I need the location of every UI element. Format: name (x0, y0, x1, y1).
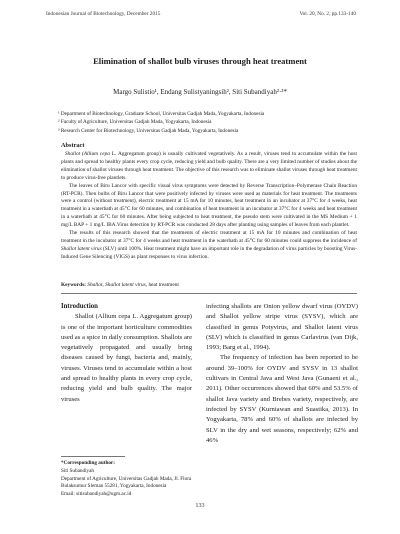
correspondence-label: *Corresponding author: (61, 460, 115, 466)
affiliation-2: ² Faculty of Agriculture, Universitas Gadjah Mada, Yogyakarta, Indonesia (58, 119, 212, 126)
correspondence (61, 460, 192, 499)
footnote-divider (61, 456, 125, 457)
abstract-body (61, 151, 357, 262)
divider (61, 293, 357, 294)
affiliations (58, 110, 360, 135)
running-header (46, 11, 356, 17)
abstract-paragraph-2: The leaves of Biru Lancor with specific visual virus symptoms were detected by Reverse Transcription–Polymerase Chain Reaction (RT-PCR). Then bulbs of Biru Lancor that were positively infected by viruses were used as materials for heat treatment. The treatments were a control (without treatment), electric treatment at 15 mA for 10 minutes, heat treatment in an incubator at 37°C for 4 weeks, heat treatment in a waterbath at 45°C for 60 minutes, and combination of heat treatment in an incubator at 37°C for 4 weeks and heat treatment in a waterbath at 45°C for 60 minutes. After being subjected to heat treatment, the pseudo stem were cultivated in the MS Medium + 1 mg/L BAP + 1 mg/L IBA.Virus detection by RT-PCR was conducted 28 days after planting using samples of leaves from each plantlet. (61, 182, 357, 229)
correspondence-name: Siti Subandiyah (61, 467, 94, 474)
affiliation-3: ³ Research Center for Biotechnology, Universitas Gadjah Mada, Yogyakarta, Indonesia (58, 127, 239, 134)
keywords-label: Keywords: (61, 282, 86, 288)
correspondence-email: Email: sitisubandiyah@ugm.ac.id (61, 491, 132, 498)
article-title: Elimination of shallot bulb viruses through heat treatment (93, 56, 307, 66)
volume-info: Vol. 20, No. 2, pp.133-140 (299, 11, 356, 17)
abstract-paragraph-1: Shallot (Allium cepa L. Aggregatum group) is usually cultivated vegetatively. As a result, viruses tend to accumulate within the host plants and spread to healthy plants every crop cycle, reducing yield and bulb quality. There are a very limited number of studies about the elimination of shallot viruses through heat treatment. The objective of this research was to eliminate shallot viruses through heat treatment to produce virus-free plantlets. (61, 151, 357, 181)
right-column (206, 302, 358, 446)
author-list: Margo Sulistio¹, Endang Sulistyaningsih², Siti Subandiyah²·³* (113, 88, 287, 96)
page-number: 133 (195, 502, 205, 509)
right-paragraph-1: infecting shallots are Onion yellow dwarf virus (OYDV) and Shallot yellow stripe virus (SYSV), which are classified in genus Potyvirus, and Shallot latent virus (SLV) which is classified in genus Carlavirus (van Dijk, 1993; Barg et al., 1994). (206, 303, 358, 352)
correspondence-address: Department of Agriculture, Universitas Gadjah Mada, Jl. Flora Bulaksumur Sleman 55281, Yogyakarta, Indonesia (61, 475, 192, 490)
keywords (61, 282, 357, 288)
affiliation-1: ¹ Department of Biotechnology, Graduate School, Universitas Gadjah Mada, Yogyakarta, Indonesia (58, 111, 265, 117)
keywords-items: Shallot, Shallot latent virus (87, 282, 146, 288)
keywords-tail: , heat treatment (145, 282, 179, 288)
right-paragraph-2: The frequency of infection has been reported to be around 39–100% for OYDV and SYSV in 13 shallot cultivars in Central Java and West Java (Gunaeni et al., 2011). Other occurrences showed that 60% and 53.5% of shallot Java variety and Brebes variety, respectively, are infected by SYSV (Kurniawan and Suastika, 2013). In Yogyakarta, 78% and 60% of shallots are infected by SLV in the dry and wet seasons, respectively; 62% and 46% (206, 354, 358, 444)
abstract-paragraph-3: The results of this research showed that the treatments of electric treatment at 15 mA for 10 minutes and combination of heat treatment in the incubator at 37°C for 4 weeks and heat treatment in the waterbath at 45°C for 60 minutes could suppress the incidence of Shallot latent virus (SLV) until 100%. Heat treatment might have an important role in the degradation of virus particles by boosting Virus-Induced Gene Silencing (VIGS) as plant responses to virus infection. (61, 230, 358, 260)
intro-heading: Introduction (61, 303, 98, 310)
left-column (61, 302, 192, 405)
intro-paragraph-1: Shallot (Allium cepa L. Aggregatum group) is one of the important horticulture commodities used as a spice in daily consumption. Shallots are vegetatively propagated and usually bring diseases caused by fungi, bacteria and, mainly, viruses. Viruses tend to accumulate within a host and spread to healthy plants in every crop cycle, reducing yield and bulb quality. The major viruses (61, 313, 192, 403)
abstract-heading: Abstract (61, 142, 85, 149)
journal-name: Indonesian Journal of Biotechnology, December 2015 (46, 11, 161, 17)
